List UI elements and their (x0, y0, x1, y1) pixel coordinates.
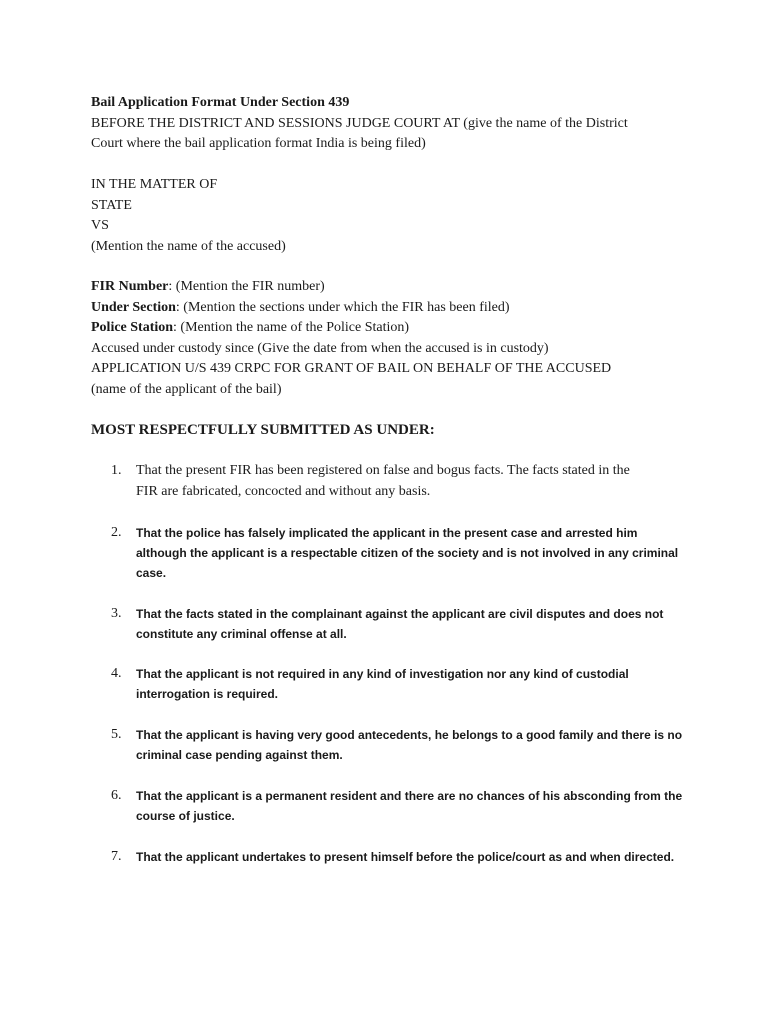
applicant-line: (name of the applicant of the bail) (91, 381, 282, 397)
police-station-value: : (Mention the name of the Police Station) (173, 320, 410, 335)
list-item-line: criminal case pending against them. (136, 748, 343, 762)
list-item-text (136, 604, 696, 644)
list-item-number: 4. (111, 666, 122, 681)
court-line-2: Court where the bail application format India is being filed) (91, 136, 426, 151)
document-title: Bail Application Format Under Section 439 (91, 95, 350, 110)
under-section-label: Under Section (91, 299, 176, 315)
list-item-text (136, 664, 696, 704)
fir-number-line (91, 277, 711, 298)
list-item-number: 5. (111, 727, 122, 742)
list-item-line: That the police has falsely implicated the applicant in the present case and arrested him (136, 526, 638, 540)
case-details (91, 277, 711, 400)
list-item-number: 1. (111, 463, 122, 478)
list-item-text (136, 725, 696, 765)
list-item-line: interrogation is required. (136, 687, 279, 701)
matter-section (91, 175, 711, 257)
custody-line: Accused under custody since (Give the date from when the accused is in custody) (91, 340, 549, 356)
list-item-line: course of justice. (136, 809, 235, 823)
matter-line-3: VS (91, 218, 109, 233)
police-station-line (91, 318, 711, 339)
list-item-line: constitute any criminal offense at all. (136, 627, 347, 641)
list-item-number: 2. (111, 525, 122, 540)
list-item-text (136, 786, 696, 826)
list-item-text (136, 523, 696, 583)
court-line-1: BEFORE THE DISTRICT AND SESSIONS JUDGE COURT AT (give the name of the District (91, 115, 628, 131)
document-header (91, 93, 711, 155)
list-item-number: 3. (111, 606, 122, 621)
list-item-line: That the applicant undertakes to present himself before the police/court as and when directed. (136, 850, 675, 864)
list-item-number: 7. (111, 849, 122, 864)
list-item-line: although the applicant is a respectable citizen of the society and is not involved in any criminal (136, 546, 679, 560)
list-item-line: FIR are fabricated, concocted and without any basis. (136, 484, 431, 499)
fir-number-value: : (Mention the FIR number) (168, 279, 325, 294)
list-item-text (136, 460, 696, 502)
list-item-line: That the applicant is having very good antecedents, he belongs to a good family and there is no (136, 728, 683, 742)
matter-line-1: IN THE MATTER OF (91, 177, 218, 192)
list-item-number: 6. (111, 788, 122, 803)
fir-number-label: FIR Number (91, 279, 169, 294)
police-station-label: Police Station (91, 320, 174, 335)
submitted-heading: MOST RESPECTFULLY SUBMITTED AS UNDER: (91, 422, 435, 438)
application-line: APPLICATION U/S 439 CRPC FOR GRANT OF BAIL ON BEHALF OF THE ACCUSED (91, 361, 612, 376)
under-section-line (91, 298, 711, 319)
list-item-line: That the present FIR has been registered on false and bogus facts. The facts stated in the (136, 463, 630, 478)
matter-line-4: (Mention the name of the accused) (91, 238, 286, 254)
list-item-line: That the applicant is not required in any kind of investigation nor any kind of custodial (136, 667, 629, 681)
matter-line-2: STATE (91, 197, 132, 213)
under-section-value: : (Mention the sections under which the FIR has been filed) (175, 299, 510, 315)
list-item-text (136, 847, 696, 867)
list-item-line: case. (136, 566, 167, 580)
list-item-line: That the facts stated in the complainant against the applicant are civil disputes and does not (136, 607, 664, 621)
list-item-line: That the applicant is a permanent resident and there are no chances of his absconding from the (136, 789, 683, 803)
